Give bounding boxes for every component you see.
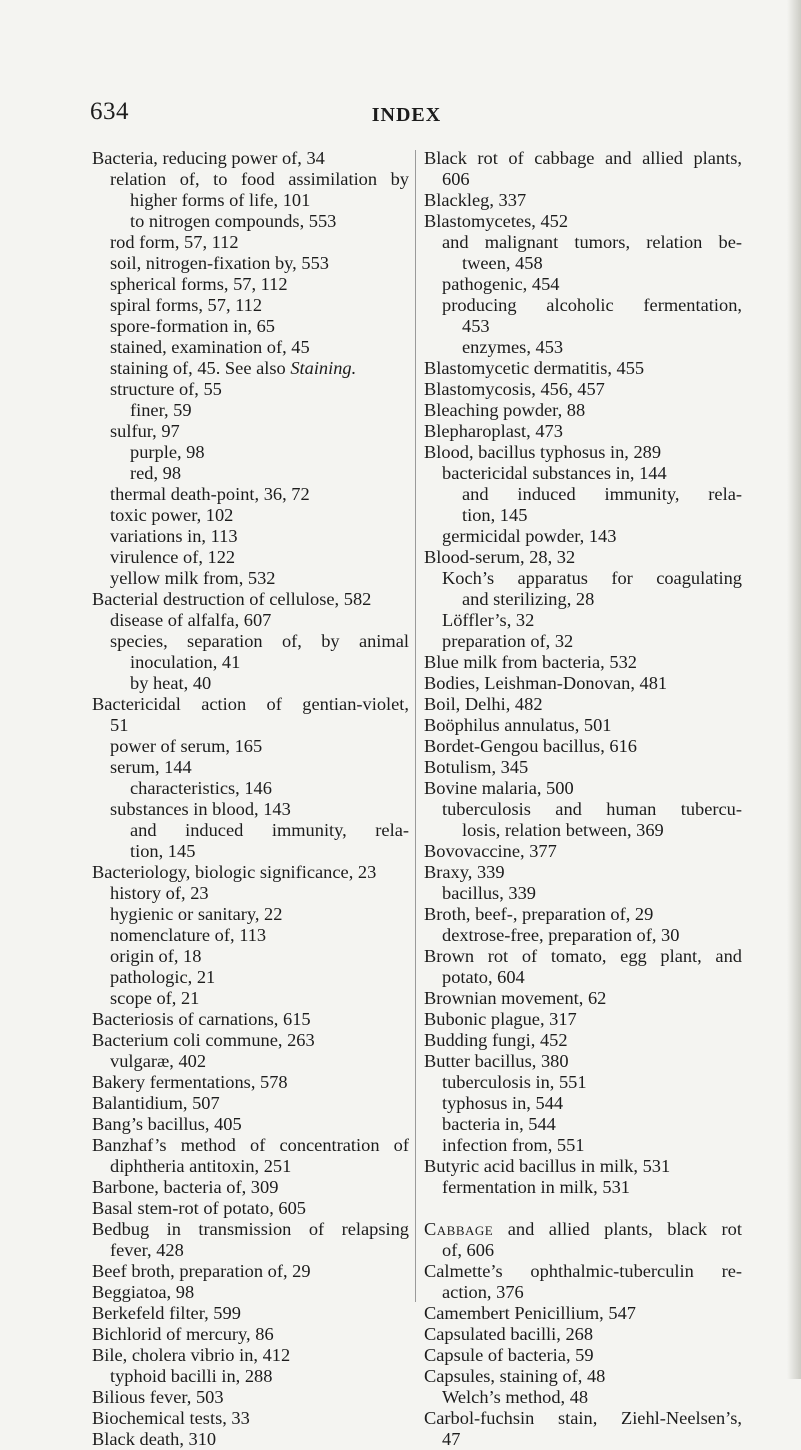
page-edge-shadow (787, 0, 801, 1379)
index-subentry: Löffler’s, 32 (442, 610, 535, 630)
index-subentry: fever, 428 (110, 1240, 184, 1260)
index-subentry: typhoid bacilli in, 288 (110, 1366, 273, 1386)
index-entry: Camembert Penicillium, 547 (424, 1303, 636, 1323)
index-entry: Bordet-Gengou bacillus, 616 (424, 736, 637, 756)
index-entry: Blastomycetic dermatitis, 455 (424, 358, 645, 378)
index-entry: Bile, cholera vibrio in, 412 (92, 1345, 291, 1365)
index-entry: Banzhaf’s method of concentration of (92, 1135, 409, 1155)
index-entry: Bleaching powder, 88 (424, 400, 586, 420)
index-subentry: thermal death-point, 36, 72 (110, 484, 310, 504)
index-entry: Blue milk from bacteria, 532 (424, 652, 637, 672)
index-subentry: enzymes, 453 (462, 337, 564, 357)
index-entry: Bedbug in transmission of relapsing (92, 1219, 409, 1239)
index-subentry: 453 (462, 316, 490, 336)
index-entry: Blepharoplast, 473 (424, 421, 563, 441)
index-subentry: pathologic, 21 (110, 967, 216, 987)
index-subentry: Koch’s apparatus for coagulating (442, 568, 742, 588)
index-entry: Bubonic plague, 317 (424, 1009, 577, 1029)
index-entry: Bovovaccine, 377 (424, 841, 557, 861)
index-subentry: power of serum, 165 (110, 736, 263, 756)
index-subentry: disease of alfalfa, 607 (110, 610, 272, 630)
index-entry: Balantidium, 507 (92, 1093, 220, 1113)
index-subentry: yellow milk from, 532 (110, 568, 276, 588)
index-subentry: action, 376 (442, 1282, 524, 1302)
index-subentry: history of, 23 (110, 883, 209, 903)
index-entry: Carbol-fuchsin stain, Ziehl-Neelsen’s, (424, 1408, 742, 1428)
index-subentry: typhosus in, 544 (442, 1093, 564, 1113)
index-entry: Berkefeld filter, 599 (92, 1303, 241, 1323)
index-subentry: tion, 145 (462, 505, 528, 525)
index-subentry: origin of, 18 (110, 946, 202, 966)
index-subentry: germicidal powder, 143 (442, 526, 617, 546)
index-subentry: losis, relation between, 369 (462, 820, 664, 840)
index-subentry: spherical forms, 57, 112 (110, 274, 288, 294)
index-subentry: variations in, 113 (110, 526, 238, 546)
index-subentry: purple, 98 (130, 442, 205, 462)
index-subentry: characteristics, 146 (130, 778, 272, 798)
index-subentry: finer, 59 (130, 400, 192, 420)
index-entry: Black rot of cabbage and allied plants, (424, 148, 742, 168)
index-entry: Braxy, 339 (424, 862, 505, 882)
index-subentry: tuberculosis in, 551 (442, 1072, 587, 1092)
index-entry: Capsulated bacilli, 268 (424, 1324, 594, 1344)
index-entry: Butter bacillus, 380 (424, 1051, 569, 1071)
index-entry: Broth, beef-, preparation of, 29 (424, 904, 654, 924)
index-subentry: tween, 458 (462, 253, 543, 273)
index-entry: Bacterial destruction of cellulose, 582 (92, 589, 372, 609)
index-entry: Boöphilus annulatus, 501 (424, 715, 612, 735)
index-subentry: bacteria in, 544 (442, 1114, 556, 1134)
index-subentry: higher forms of life, 101 (130, 190, 311, 210)
index-subentry: diphtheria antitoxin, 251 (110, 1156, 292, 1176)
index-column-right (424, 148, 742, 1450)
index-subentry: structure of, 55 (110, 379, 222, 399)
index-entry: Calmette’s ophthalmic-tuberculin re- (424, 1261, 742, 1281)
running-head: INDEX (371, 104, 442, 126)
cross-reference: Staining. (290, 358, 357, 378)
index-entry: Capsules, staining of, 48 (424, 1366, 606, 1386)
index-subentry: spore-formation in, 65 (110, 316, 275, 336)
index-subentry: and malignant tumors, relation be- (442, 232, 742, 252)
index-subentry: vulgaræ, 402 (110, 1051, 207, 1071)
index-subentry: substances in blood, 143 (110, 799, 291, 819)
index-entry: Bovine malaria, 500 (424, 778, 574, 798)
index-entry: Biochemical tests, 33 (92, 1408, 250, 1428)
index-entry: Bichlorid of mercury, 86 (92, 1324, 274, 1344)
index-subentry: to nitrogen compounds, 553 (130, 211, 337, 231)
index-subentry: tuberculosis and human tubercu- (442, 799, 742, 819)
index-subentry: virulence of, 122 (110, 547, 236, 567)
index-entry: Black death, 310 (92, 1429, 217, 1449)
index-entry: Bacteriosis of carnations, 615 (92, 1009, 311, 1029)
index-entry: Blastomycosis, 456, 457 (424, 379, 605, 399)
index-subentry: by heat, 40 (130, 673, 212, 693)
index-subentry: sulfur, 97 (110, 421, 180, 441)
index-subentry: potato, 604 (442, 967, 525, 987)
index-subentry: pathogenic, 454 (442, 274, 560, 294)
index-entry: Beggiatoa, 98 (92, 1282, 195, 1302)
index-subentry: toxic power, 102 (110, 505, 234, 525)
index-subentry: stained, examination of, 45 (110, 337, 310, 357)
index-subentry: preparation of, 32 (442, 631, 574, 651)
index-subentry: infection from, 551 (442, 1135, 585, 1155)
index-subentry: soil, nitrogen-fixation by, 553 (110, 253, 329, 273)
index-subentry: 47 (442, 1429, 461, 1449)
index-entry: Bacteriology, biologic significance, 23 (92, 862, 377, 882)
index-entry: Bacteria, reducing power of, 34 (92, 148, 325, 168)
index-entry: Blood, bacillus typhosus in, 289 (424, 442, 662, 462)
index-entry: Bakery fermentations, 578 (92, 1072, 288, 1092)
index-entry: Butyric acid bacillus in milk, 531 (424, 1156, 671, 1176)
index-subentry: bacillus, 339 (442, 883, 536, 903)
index-subentry: producing alcoholic fermentation, (442, 295, 742, 315)
index-entry: Bacterium coli commune, 263 (92, 1030, 315, 1050)
index-subentry: 51 (110, 715, 129, 735)
index-entry: Botulism, 345 (424, 757, 529, 777)
index-subentry: 606 (442, 169, 470, 189)
index-entry: Bodies, Leishman-Donovan, 481 (424, 673, 668, 693)
index-subentry: relation of, to food assimilation by (110, 169, 409, 189)
index-subentry: and sterilizing, 28 (462, 589, 595, 609)
index-column-left (92, 148, 409, 1450)
index-subentry: hygienic or sanitary, 22 (110, 904, 283, 924)
index-subentry: tion, 145 (130, 841, 196, 861)
index-subentry: staining of, 45. See also Staining. (110, 358, 357, 378)
index-subentry: inoculation, 41 (130, 652, 241, 672)
index-subentry: species, separation of, by animal (110, 631, 409, 651)
index-subentry: nomenclature of, 113 (110, 925, 267, 945)
index-entry: Capsule of bacteria, 59 (424, 1345, 594, 1365)
index-entry: Barbone, bacteria of, 309 (92, 1177, 279, 1197)
index-entry: Blastomycetes, 452 (424, 211, 569, 231)
index-subentry: and induced immunity, rela- (130, 820, 409, 840)
index-subentry: bactericidal substances in, 144 (442, 463, 667, 483)
section-gap (424, 1198, 742, 1219)
index-subentry: fermentation in milk, 531 (442, 1177, 630, 1197)
index-subentry: scope of, 21 (110, 988, 200, 1008)
page-number: 634 (90, 98, 129, 125)
index-entry: Blackleg, 337 (424, 190, 527, 210)
index-entry: Blood-serum, 28, 32 (424, 547, 576, 567)
index-entry: Boil, Delhi, 482 (424, 694, 543, 714)
index-entry: Beef broth, preparation of, 29 (92, 1261, 311, 1281)
index-entry: Budding fungi, 452 (424, 1030, 568, 1050)
index-subentry: red, 98 (130, 463, 182, 483)
index-entry: Bactericidal action of gentian-violet, (92, 694, 409, 714)
index-subentry: rod form, 57, 112 (110, 232, 239, 252)
index-entry: Brown rot of tomato, egg plant, and (424, 946, 742, 966)
index-subentry: spiral forms, 57, 112 (110, 295, 263, 315)
index-entry: Basal stem-rot of potato, 605 (92, 1198, 307, 1218)
index-subentry: of, 606 (442, 1240, 495, 1260)
index-entry: Brownian movement, 62 (424, 988, 607, 1008)
column-divider (415, 150, 416, 1302)
index-subentry: and induced immunity, rela- (462, 484, 742, 504)
index-entry: Cabbage and allied plants, black rot (424, 1219, 742, 1239)
index-entry: Bilious fever, 503 (92, 1387, 224, 1407)
index-entry: Bang’s bacillus, 405 (92, 1114, 242, 1134)
index-subentry: serum, 144 (110, 757, 192, 777)
index-subentry: Welch’s method, 48 (442, 1387, 589, 1407)
index-subentry: dextrose-free, preparation of, 30 (442, 925, 680, 945)
